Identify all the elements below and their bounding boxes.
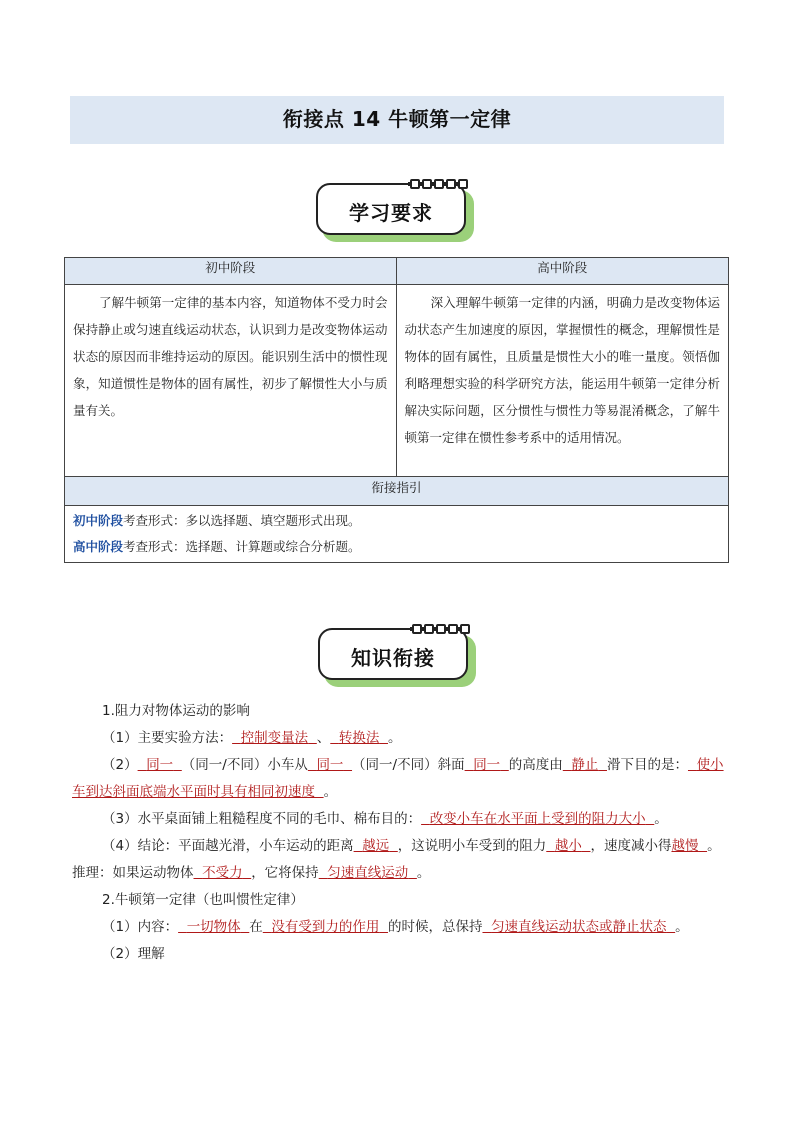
question-6: （2）理解	[102, 946, 165, 962]
answer-blank: 越小	[554, 838, 582, 854]
answer-blank: 越远	[362, 838, 390, 854]
answer-blank: 一切物体	[186, 919, 241, 935]
knowledge-bridging-badge	[318, 628, 478, 690]
answer-blank: 转换法	[338, 730, 380, 746]
junior-requirements: 了解牛顿第一定律的基本内容，知道物体不受力时会保持静止或匀速直线运动状态，认识到力是改变物体运动状态的原因而非维持运动的原因。能识别生活中的惯性现象，知道惯性是物体的固有属性，初步了解惯性大小与质量有关。	[65, 285, 397, 477]
badge-label: 学习要求	[349, 201, 433, 225]
senior-requirements: 深入理解牛顿第一定律的内涵，明确力是改变物体运动状态产生加速度的原因，掌握惯性的概念，理解惯性是物体的固有属性，且质量是惯性大小的唯一量度。领悟伽利略理想实验的科学研究方法，能运用牛顿第一定律分析解决实际问题，区分惯性与惯性力等易混淆概念，了解牛顿第一定律在惯性参考系中的适用情况。	[396, 285, 729, 477]
title-banner	[70, 96, 724, 144]
guide-junior-line: 初中阶段考查形式：多以选择题、填空题形式出现。	[73, 513, 361, 528]
answer-blank: 同一	[473, 757, 501, 773]
answer-blank: 使小车到达斜面底端水平面时具有相同初速度	[72, 757, 724, 800]
question-2: （2） 同一 （同一/不同）小车从 同一 （同一/不同）斜面 同一 的高度由 静止 滑下目的是： 使小车到达斜面底端水平面时具有相同初速度 。	[72, 757, 724, 800]
question-1: （1）主要实验方法： 控制变量法 、 转换法 。	[102, 730, 402, 746]
senior-stage-header: 高中阶段	[396, 258, 729, 285]
answer-blank: 改变小车在水平面上受到的阻力大小	[429, 811, 646, 827]
answer-blank: 没有受到力的作用	[271, 919, 380, 935]
section-2-title: 2.牛顿第一定律（也叫惯性定律）	[102, 892, 304, 908]
section-1-title: 1.阻力对物体运动的影响	[102, 703, 250, 719]
bridging-guide-header: 衔接指引	[65, 477, 729, 506]
bridging-guide-body	[65, 506, 729, 563]
answer-blank: 同一	[146, 757, 174, 773]
answer-blank: 匀速直线运动	[327, 865, 409, 881]
answer-blank: 匀速直线运动状态或静止状态	[491, 919, 667, 935]
knowledge-content	[72, 698, 724, 968]
answer-blank: 静止	[571, 757, 599, 773]
answer-blank: 控制变量法	[240, 730, 309, 746]
badge-binding-rings	[412, 624, 470, 634]
answer-blank: 越慢	[671, 838, 699, 854]
junior-stage-header: 初中阶段	[65, 258, 397, 285]
badge-binding-rings	[410, 179, 468, 189]
question-5: （1）内容： 一切物体 在 没有受到力的作用 的时候，总保持 匀速直线运动状态或静止状态 。	[102, 919, 689, 935]
question-3: （3）水平桌面铺上粗糙程度不同的毛巾、棉布目的： 改变小车在水平面上受到的阻力大小 。	[102, 811, 668, 827]
requirements-table	[64, 257, 729, 563]
answer-blank: 不受力	[202, 865, 243, 881]
learning-requirements-badge	[316, 183, 476, 245]
guide-senior-line: 高中阶段考查形式：选择题、计算题或综合分析题。	[73, 539, 361, 554]
badge-label: 知识衔接	[351, 646, 435, 670]
page-title: 衔接点 14 牛顿第一定律	[282, 107, 512, 131]
answer-blank: 同一	[316, 757, 344, 773]
question-4: （4）结论：平面越光滑，小车运动的距离 越远 ，这说明小车受到的阻力 越小 ，速度减小得越慢 。推理：如果运动物体 不受力 ，它将保持 匀速直线运动 。	[72, 838, 721, 881]
